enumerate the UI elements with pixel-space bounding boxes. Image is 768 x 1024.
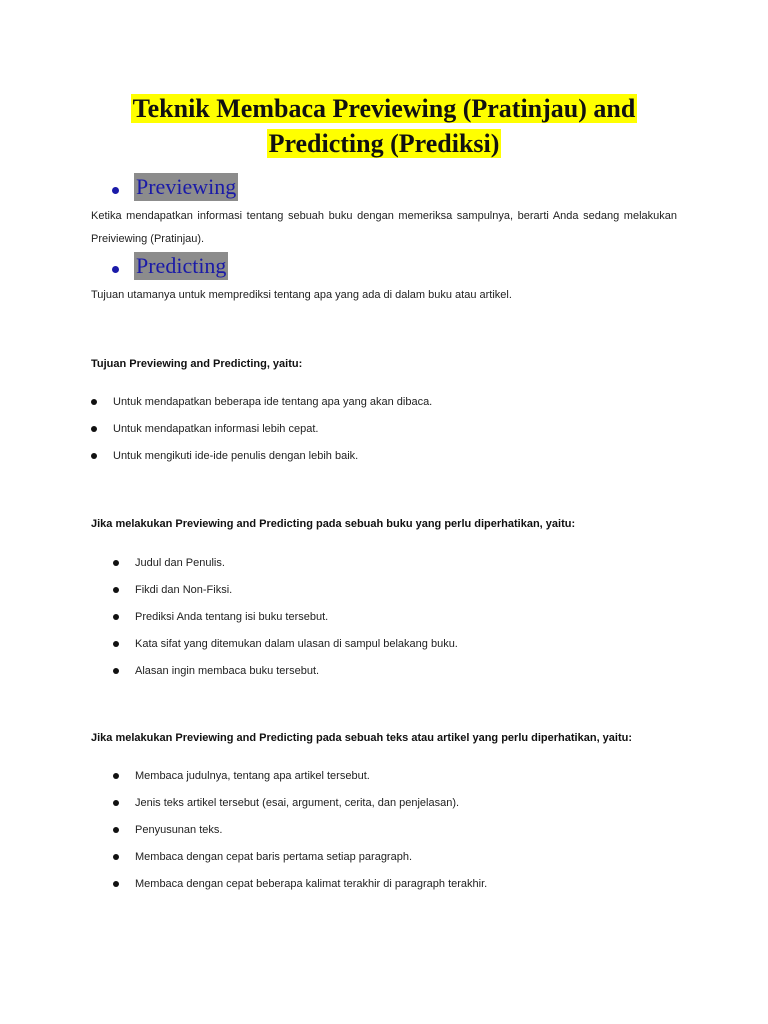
list-item-text: Untuk mendapatkan beberapa ide tentang apa yang akan dibaca. [113,396,433,408]
list-item [113,556,225,570]
predicting-heading [112,252,228,280]
bullet-icon [113,773,119,779]
previewing-paragraph: Ketika mendapatkan informasi tentang sebuah buku dengan memeriksa sampulnya, berarti Anda sedang melakukan Preiviewing (Pratinjau). [91,210,677,245]
bullet-icon [113,800,119,806]
page-title-line-1 [0,92,768,126]
buku-heading: Jika melakukan Previewing and Predicting pada sebuah buku yang perlu diperhatikan, yaitu: [91,518,576,530]
list-item [113,850,412,864]
list-item-text: Membaca dengan cepat baris pertama setiap paragraph. [135,851,413,863]
list-item-text: Kata sifat yang ditemukan dalam ulasan di sampul belakang buku. [135,638,458,650]
bullet-icon [91,399,97,405]
bullet-icon [112,187,119,194]
bullet-icon [113,668,119,674]
bullet-icon [113,641,119,647]
list-item [113,583,232,597]
list-item [113,823,222,837]
title-highlight-1: Teknik Membaca Previewing (Pratinjau) and [132,94,636,123]
list-item-text: Alasan ingin membaca buku tersebut. [135,665,320,677]
bullet-icon [113,881,119,887]
bullet-icon [113,827,119,833]
list-item [113,637,458,651]
list-item-text: Judul dan Penulis. [135,557,225,569]
page-title-line-2 [0,127,768,161]
bullet-icon [112,266,119,273]
list-item-text: Jenis teks artikel tersebut (esai, argument, cerita, dan penjelasan). [135,797,460,809]
artikel-heading: Jika melakukan Previewing and Predicting pada sebuah teks atau artikel yang perlu diperhatikan, yaitu: [91,732,633,744]
bullet-icon [113,614,119,620]
list-item-text: Penyusunan teks. [135,824,223,836]
list-item-text: Membaca dengan cepat beberapa kalimat terakhir di paragraph terakhir. [135,878,488,890]
bullet-icon [91,453,97,459]
bullet-icon [113,854,119,860]
list-item [113,664,319,678]
tujuan-heading: Tujuan Previewing and Predicting, yaitu: [91,358,303,370]
list-item [91,449,358,463]
list-item [91,395,432,409]
list-item-text: Fikdi dan Non-Fiksi. [135,584,233,596]
list-item-text: Untuk mengikuti ide-ide penulis dengan lebih baik. [113,450,359,462]
list-item [113,610,328,624]
predicting-heading-label: Predicting [136,253,227,278]
bullet-icon [113,560,119,566]
list-item [91,422,318,436]
bullet-icon [91,426,97,432]
predicting-paragraph: Tujuan utamanya untuk memprediksi tentang apa yang ada di dalam buku atau artikel. [91,289,512,301]
previewing-heading [112,173,238,201]
list-item-text: Prediksi Anda tentang isi buku tersebut. [135,611,329,623]
bullet-icon [113,587,119,593]
list-item [113,769,370,783]
list-item [113,796,459,810]
list-item [113,877,487,891]
previewing-heading-label: Previewing [136,174,237,199]
list-item-text: Membaca judulnya, tentang apa artikel tersebut. [135,770,370,782]
title-highlight-2: Predicting (Prediksi) [268,129,500,158]
list-item-text: Untuk mendapatkan informasi lebih cepat. [113,423,319,435]
